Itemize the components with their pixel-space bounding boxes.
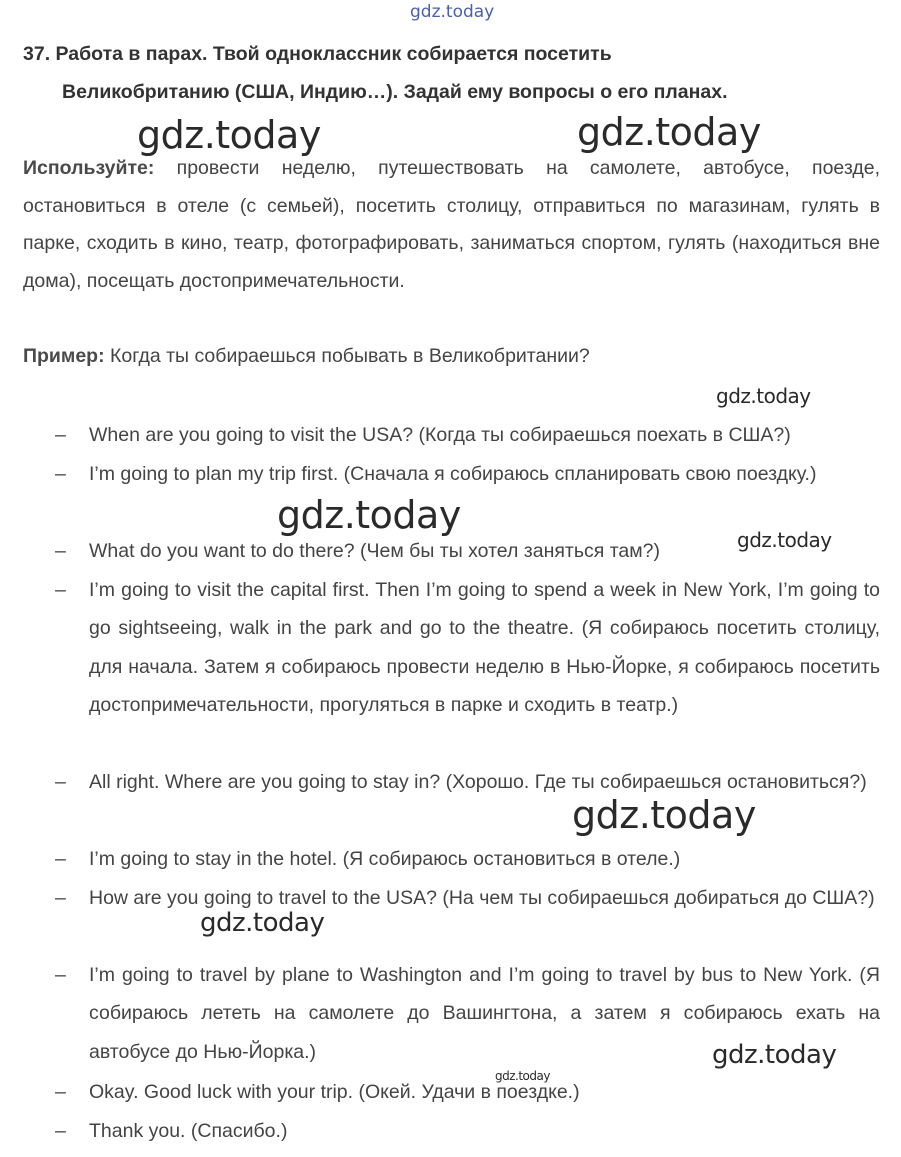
dialogue-dash: – xyxy=(55,771,66,793)
dialogue-line: I’m going to visit the capital first. Then I’m going to spend a week in New York, I’m going to go sightseeing, walk in the park and go to the theatre. (Я собираюсь посетить столицу, для начала. Затем я собираюсь провести неделю в Нью-Йорке, я собираюсь посетить достопримечательности, прогуляться в парке и сходить в театр.) xyxy=(89,579,880,716)
watermark-top: gdz.today xyxy=(410,2,495,22)
watermark: gdz.today xyxy=(737,528,832,552)
example-line xyxy=(23,345,590,368)
watermark: gdz.today xyxy=(277,493,461,537)
watermark: gdz.today xyxy=(200,908,325,938)
dialogue-line: When are you going to visit the USA? (Когда ты собираешься поехать в США?) xyxy=(89,424,791,446)
dialogue-dash: – xyxy=(55,848,66,870)
exercise-title-line2: Великобританию (США, Индию…). Задай ему вопросы о его планах. xyxy=(62,81,728,103)
instruction-text: провести неделю, путешествовать на самолете, автобусе, поезде, остановиться в отеле (с семьей), посетить столицу, отправиться по магазинам, гулять в парке, сходить в кино, театр, фотографировать, заниматься спортом, гулять (находиться вне дома), посещать достопримечательности. xyxy=(23,157,881,293)
dialogue-line: I’m going to stay in the hotel. (Я собираюсь остановиться в отеле.) xyxy=(89,848,681,870)
watermark: gdz.today xyxy=(572,793,756,837)
dialogue-dash: – xyxy=(55,887,66,909)
watermark: gdz.today xyxy=(495,1069,550,1083)
dialogue-line: Thank you. (Спасибо.) xyxy=(89,1120,288,1142)
watermark: gdz.today xyxy=(577,110,761,154)
dialogue-line: I’m going to plan my trip first. (Сначала я собираюсь спланировать свою поездку.) xyxy=(89,463,817,485)
dialogue-dash: – xyxy=(55,1081,66,1103)
dialogue-line: Okay. Good luck with your trip. (Окей. Удачи в поездке.) xyxy=(89,1081,580,1103)
watermark: gdz.today xyxy=(716,384,811,408)
dialogue-line: How are you going to travel to the USA? (На чем ты собираешься добираться до США?) xyxy=(89,887,875,909)
watermark: gdz.today xyxy=(137,113,321,157)
dialogue-dash: – xyxy=(55,463,66,485)
example-text: Когда ты собираешься побывать в Великобритании? xyxy=(110,345,590,367)
example-label: Пример: xyxy=(23,345,105,367)
instruction-label: Используйте: xyxy=(23,157,155,179)
watermark: gdz.today xyxy=(712,1040,837,1070)
dialogue-line: What do you want to do there? (Чем бы ты хотел заняться там?) xyxy=(89,540,661,562)
exercise-title-line1: 37. Работа в парах. Твой одноклассник собирается посетить xyxy=(23,43,612,65)
dialogue-line: All right. Where are you going to stay in? (Хорошо. Где ты собираешься остановиться?) xyxy=(89,771,867,793)
dialogue-dash: – xyxy=(55,964,66,986)
dialogue-dash: – xyxy=(55,579,66,601)
instruction-paragraph xyxy=(23,150,880,301)
dialogue-dash: – xyxy=(55,540,66,562)
dialogue-dash: – xyxy=(55,1120,66,1142)
dialogue-line: I’m going to travel by plane to Washington and I’m going to travel by bus to New York. (Я собираюсь лететь на самолете до Вашингтона, а затем я собираюсь ехать на автобусе до Нью-Йорка.) xyxy=(89,964,880,1063)
dialogue-dash: – xyxy=(55,424,66,446)
